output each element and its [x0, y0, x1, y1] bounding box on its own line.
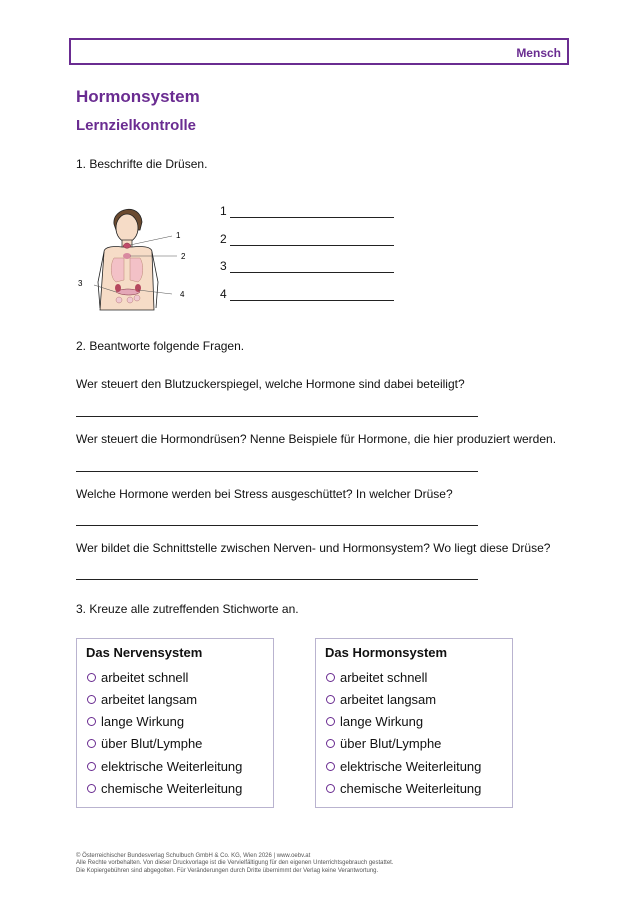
question-1: Wer steuert den Blutzuckerspiegel, welche Hormone sind dabei beteiligt?	[76, 377, 465, 391]
checkbox-item[interactable]	[87, 714, 184, 729]
task3-instruction: 3. Kreuze alle zutreffenden Stichworte an.	[76, 602, 299, 616]
checkbox-item[interactable]	[326, 692, 436, 707]
checkbox-label: chemische Weiterleitung	[101, 781, 243, 796]
blank-line	[230, 259, 394, 273]
box-title: Das Hormonsystem	[325, 645, 448, 660]
hormonsystem-box	[315, 638, 513, 808]
checkbox-label: lange Wirkung	[340, 714, 424, 729]
circle-checkbox-icon[interactable]	[87, 762, 96, 771]
blank-line	[230, 204, 394, 218]
footer-line-1: © Österreichischer Bundesverlag Schulbuch GmbH & Co. KG, Wien 2026 | www.oebv.at	[76, 853, 311, 859]
checkbox-label: chemische Weiterleitung	[340, 781, 482, 796]
blank-line	[230, 232, 394, 246]
nervensystem-box	[76, 638, 274, 808]
answer-line-4[interactable]	[76, 579, 478, 580]
question-2: Wer steuert die Hormondrüsen? Nenne Beispiele für Hormone, die hier produziert werden.	[76, 432, 557, 446]
circle-checkbox-icon[interactable]	[87, 784, 96, 793]
checkbox-label: über Blut/Lymphe	[340, 736, 442, 751]
label-number: 2	[220, 232, 227, 246]
box-title: Das Nervensystem	[86, 645, 203, 660]
answer-line-3[interactable]	[76, 525, 478, 526]
checkbox-item[interactable]	[326, 714, 423, 729]
answer-line-2[interactable]	[76, 471, 478, 472]
checkbox-label: elektrische Weiterleitung	[340, 759, 482, 774]
circle-checkbox-icon[interactable]	[87, 695, 96, 704]
checkbox-item[interactable]	[87, 736, 202, 751]
footer-line-2: Alle Rechte vorbehalten. Von dieser Druckvorlage ist die Vervielfältigung für den eigenen Unterrichtsgebrauch gestattet.	[76, 860, 394, 867]
checkbox-label: lange Wirkung	[101, 714, 185, 729]
circle-checkbox-icon[interactable]	[326, 784, 335, 793]
footer	[76, 853, 394, 875]
checkbox-label: über Blut/Lymphe	[101, 736, 203, 751]
question-4: Wer bildet die Schnittstelle zwischen Nerven- und Hormonsystem? Wo liegt diese Drüse?	[76, 541, 551, 555]
figure-number-4: 4	[180, 290, 185, 299]
label-number: 1	[220, 204, 227, 218]
figure-number-2: 2	[181, 252, 186, 261]
label-blank-2[interactable]	[220, 232, 394, 246]
circle-checkbox-icon[interactable]	[326, 673, 335, 682]
checkbox-label: arbeitet langsam	[340, 692, 437, 707]
checkbox-label: arbeitet schnell	[101, 670, 189, 685]
header-bar	[69, 38, 569, 65]
checkbox-label: arbeitet schnell	[340, 670, 428, 685]
checkbox-label: arbeitet langsam	[101, 692, 198, 707]
gland-figure	[74, 200, 199, 325]
checkbox-item[interactable]	[87, 781, 242, 796]
checkbox-item[interactable]	[87, 692, 197, 707]
figure-number-1: 1	[176, 231, 181, 240]
circle-checkbox-icon[interactable]	[326, 717, 335, 726]
task2-instruction: 2. Beantworte folgende Fragen.	[76, 339, 245, 353]
label-blank-3[interactable]	[220, 259, 394, 273]
checkbox-item[interactable]	[326, 759, 481, 774]
checkbox-item[interactable]	[87, 670, 188, 685]
task1-instruction: 1. Beschrifte die Drüsen.	[76, 157, 208, 171]
label-blank-4[interactable]	[220, 287, 394, 301]
figure-number-3: 3	[78, 279, 83, 288]
page-title: Hormonsystem	[76, 87, 200, 106]
circle-checkbox-icon[interactable]	[326, 762, 335, 771]
checkbox-item[interactable]	[87, 759, 242, 774]
answer-line-1[interactable]	[76, 416, 478, 417]
label-number: 3	[220, 259, 227, 273]
checkbox-item[interactable]	[326, 781, 481, 796]
circle-checkbox-icon[interactable]	[87, 717, 96, 726]
circle-checkbox-icon[interactable]	[87, 739, 96, 748]
page-subtitle: Lernzielkontrolle	[76, 117, 197, 134]
checkbox-label: elektrische Weiterleitung	[101, 759, 243, 774]
header-tag: Mensch	[516, 46, 561, 60]
label-number: 4	[220, 287, 227, 301]
circle-checkbox-icon[interactable]	[326, 695, 335, 704]
circle-checkbox-icon[interactable]	[326, 739, 335, 748]
blank-line	[230, 287, 394, 301]
checkbox-item[interactable]	[326, 670, 427, 685]
checkbox-item[interactable]	[326, 736, 441, 751]
footer-line-3: Die Kopiergebühren sind abgegolten. Für Veränderungen durch Dritte übernimmt der Verlag keine Verantwortung.	[76, 867, 379, 874]
question-3: Welche Hormone werden bei Stress ausgeschüttet? In welcher Drüse?	[76, 487, 453, 501]
circle-checkbox-icon[interactable]	[87, 673, 96, 682]
label-blank-1[interactable]	[220, 204, 394, 218]
